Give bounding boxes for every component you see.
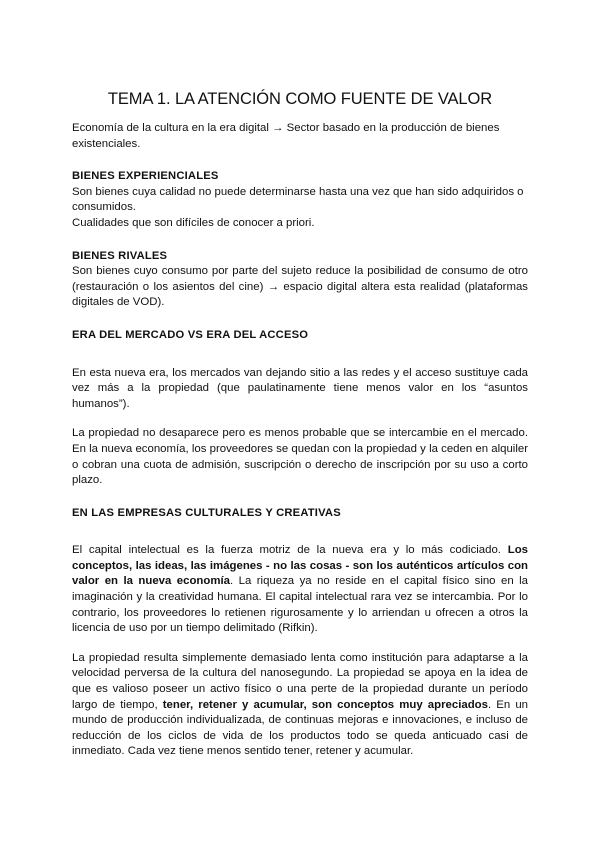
spacer — [72, 344, 528, 366]
spacer — [72, 152, 528, 169]
era-acceso-paragraph-2: La propiedad no desaparece pero es menos probable que se intercambie en el mercado. En la nueva economía, los proveedores se quedan con la propiedad y la ceden en alquiler o cobran una cuota de admisión, suscripción o derecho de inscripción por su uso a corto plazo. — [72, 427, 528, 487]
section-heading-bienes-experienciales: BIENES EXPERIENCIALES — [72, 170, 219, 183]
empresas-p2-bold: tener, retener y acumular, son conceptos muy apreciados — [162, 698, 488, 711]
section-heading-empresas-culturales: EN LAS EMPRESAS CULTURALES Y CREATIVAS — [72, 506, 341, 519]
spacer — [72, 412, 528, 426]
empresas-p2-text-a: La propiedad resulta simplemente demasiado lenta como institución para adaptarse a la velocidad perversa de la cultura del nanosegundo. La propiedad se apoya en la idea de que es valioso poseer un activo físico o una perte de la propiedad durante un período largo de tiempo, — [72, 651, 528, 711]
spacer — [72, 311, 528, 328]
spacer — [72, 521, 528, 543]
spacer — [72, 232, 528, 249]
bienes-experienciales-text: Son bienes cuya calidad no puede determinarse hasta una vez que han sido adquiridos o consumidos. — [72, 185, 524, 214]
spacer — [72, 489, 528, 506]
bienes-experienciales-note: Cualidades que son difíciles de conocer a priori. — [72, 216, 315, 229]
bienes-rivales-text: Son bienes cuyo consumo por parte del sujeto reduce la posibilidad de consumo de otro (restauración o los asientos del cine) → espacio digital altera esta realidad (plataformas digitales de VOD). — [72, 265, 528, 309]
empresas-paragraph-1 — [72, 543, 528, 637]
section-heading-era-mercado-acceso: ERA DEL MERCADO VS ERA DEL ACCESO — [72, 328, 309, 341]
spacer — [72, 637, 528, 651]
empresas-p2-text-b: . En un mundo de producción individualizada, de continuas mejoras e innovaciones, e incluso de reducción de los ciclos de vida de los productos todo se queda anticuado casi de inmediato. Cada vez tiene menos sentido tener, retener y acumular. — [72, 698, 528, 758]
empresas-p1-bold: Los conceptos, las ideas, las imágenes - no las cosas - son los auténticos artículos con valor en la nueva economía — [72, 544, 528, 588]
empresas-p1-text-b: . La riqueza ya no reside en el capital físico sino en la imaginación y la creatividad humana. El capital intelectual rara vez se intercambia. Por lo contrario, los proveedores lo retienen rigurosamente y lo arriendan u ofrecen a otros la licencia de uso por un tiempo delimitado (Rifkin). — [72, 575, 528, 635]
empresas-paragraph-2 — [72, 651, 528, 760]
empresas-p1-text-a: El capital intelectual es la fuerza motriz de la nueva era y lo más codiciado. — [72, 544, 508, 557]
section-heading-bienes-rivales: BIENES RIVALES — [72, 249, 168, 262]
era-acceso-paragraph-1: En esta nueva era, los mercados van dejando sitio a las redes y el acceso sustituye cada vez más a la propiedad (que paulatinamente tiene menos valor en los “asuntos humanos”). — [72, 366, 528, 410]
document-title: TEMA 1. LA ATENCIÓN COMO FUENTE DE VALOR — [107, 90, 493, 108]
intro-paragraph: Economía de la cultura en la era digital → Sector basado en la producción de bienes existenciales. — [72, 122, 500, 150]
